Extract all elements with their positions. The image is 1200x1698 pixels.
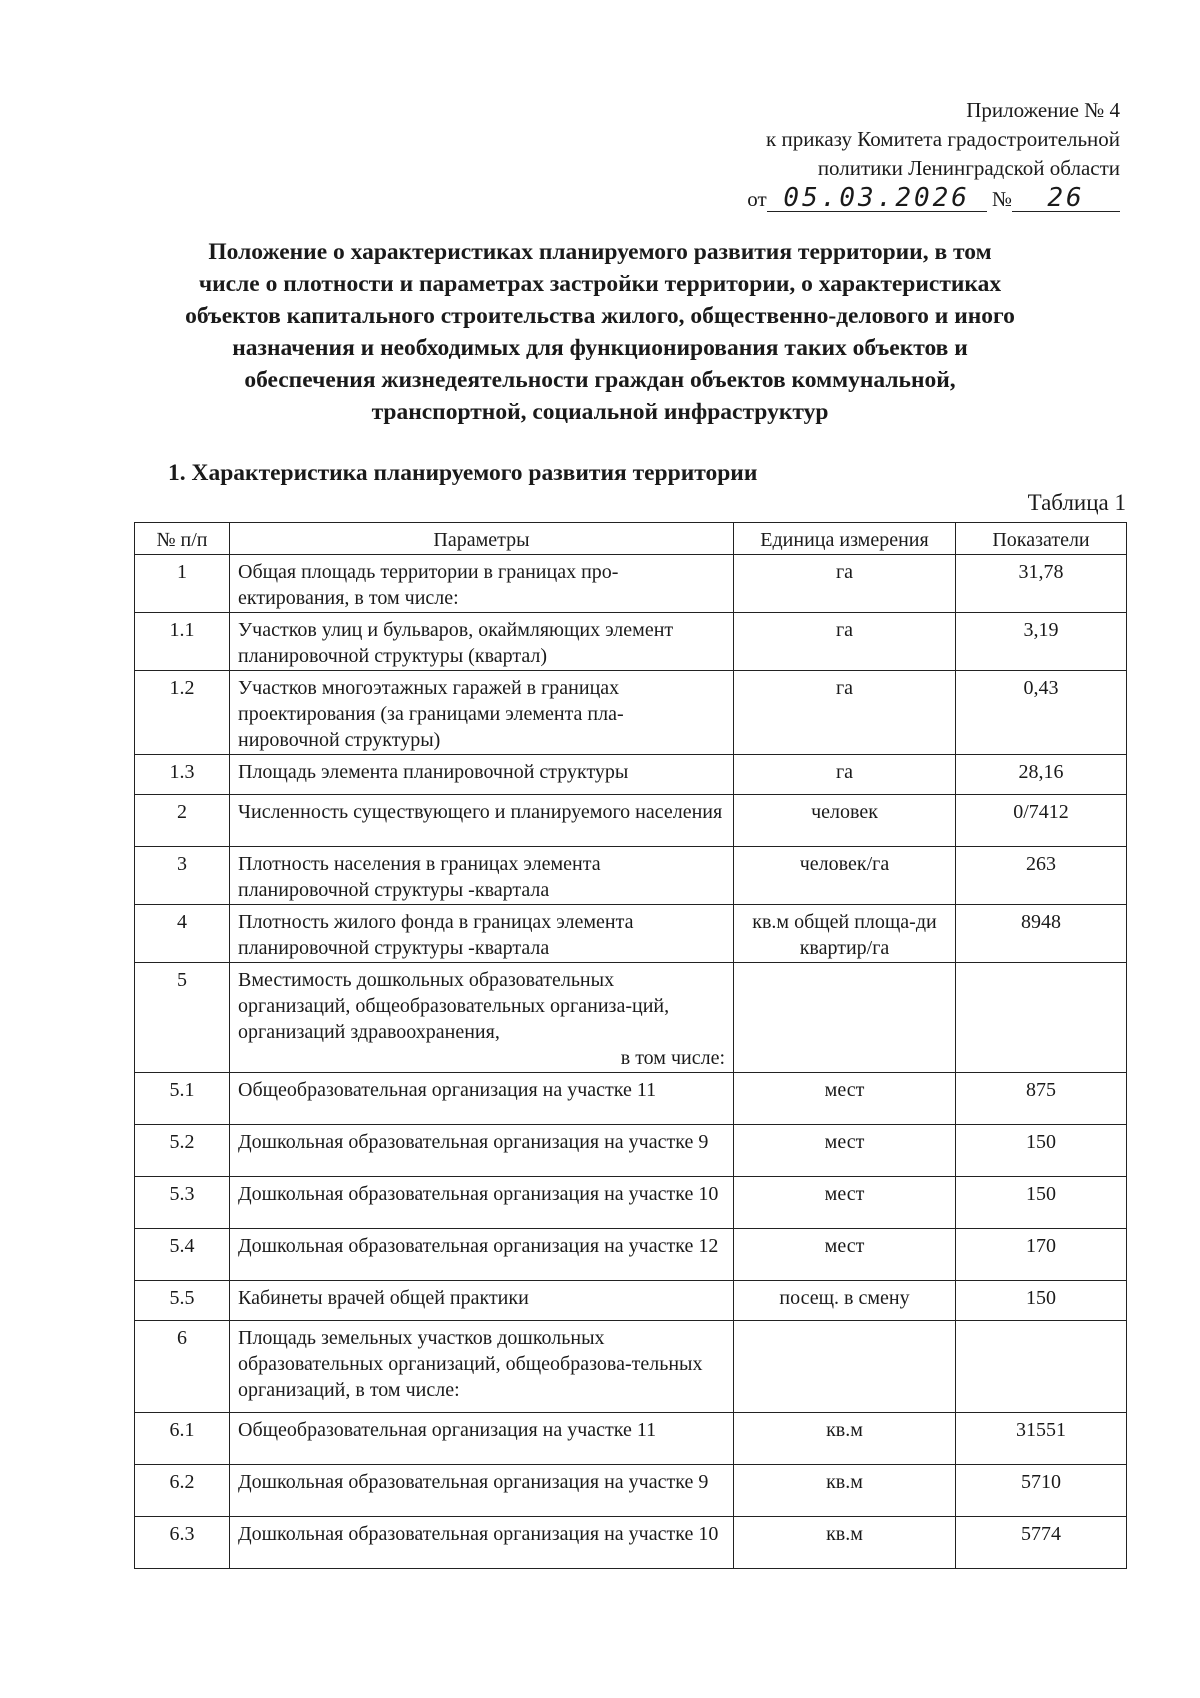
row-unit: [734, 963, 956, 1073]
row-parameter-text: Дошкольная образовательная организация на участке 10: [238, 1523, 719, 1545]
row-value: 150: [956, 1125, 1127, 1177]
row-parameter: [230, 905, 734, 963]
row-parameter: [230, 1413, 734, 1465]
row-parameter-text: Общеобразовательная организация на участке 11: [238, 1079, 657, 1101]
row-number: 6: [135, 1321, 230, 1413]
appendix-header: [747, 96, 1120, 214]
row-parameter: [230, 847, 734, 905]
title-line: назначения и необходимых для функционирования таких объектов и: [232, 335, 968, 361]
row-number: 1.3: [135, 755, 230, 795]
row-value: 28,16: [956, 755, 1127, 795]
table-row: [135, 671, 1127, 755]
header-parameters: Параметры: [230, 523, 734, 555]
row-number: 6.3: [135, 1517, 230, 1569]
table-row: [135, 905, 1127, 963]
row-value: 5710: [956, 1465, 1127, 1517]
row-parameter-text: Общая площадь территории в границах про-ектирования, в том числе:: [238, 561, 619, 609]
row-parameter-text: Участков многоэтажных гаражей в границах проектирования (за границами элемента пла-нировочной структуры): [238, 677, 624, 751]
row-parameter-text: Плотность жилого фонда в границах элемента планировочной структуры -квартала: [238, 911, 634, 959]
row-unit: га: [734, 755, 956, 795]
row-parameter: [230, 613, 734, 671]
table-row: [135, 1465, 1127, 1517]
row-value: 31551: [956, 1413, 1127, 1465]
header-value: Показатели: [956, 523, 1127, 555]
row-number: 5.5: [135, 1281, 230, 1321]
row-value: [956, 1321, 1127, 1413]
table-body: [135, 555, 1127, 1569]
row-parameter-text: Дошкольная образовательная организация на участке 12: [238, 1235, 719, 1257]
row-unit: посещ. в смену: [734, 1281, 956, 1321]
table-caption: Таблица 1: [1027, 490, 1126, 515]
row-unit: га: [734, 555, 956, 613]
row-value: 5774: [956, 1517, 1127, 1569]
table-row: [135, 1229, 1127, 1281]
row-value: 3,19: [956, 613, 1127, 671]
row-number: 1.2: [135, 671, 230, 755]
row-unit: [734, 1321, 956, 1413]
handwritten-number: 26: [1012, 185, 1120, 212]
row-parameter: [230, 1517, 734, 1569]
row-value: 263: [956, 847, 1127, 905]
row-parameter: [230, 795, 734, 847]
row-parameter-text: Дошкольная образовательная организация на участке 9: [238, 1471, 709, 1493]
title-line: Положение о характеристиках планируемого развития территории, в том: [208, 239, 992, 265]
section-heading: 1. Характеристика планируемого развития территории: [168, 460, 758, 486]
row-number: 6.1: [135, 1413, 230, 1465]
row-value: 150: [956, 1281, 1127, 1321]
header-unit: Единица измерения: [734, 523, 956, 555]
row-parameter-text: Плотность населения в границах элемента планировочной структуры -квартала: [238, 853, 601, 901]
row-parameter-text: Площадь земельных участков дошкольных образовательных организаций, общеобразова-тельных организаций, в том числе:: [238, 1327, 703, 1401]
row-value: 0,43: [956, 671, 1127, 755]
appendix-order-reference: к приказу Комитета градостроительной: [766, 127, 1120, 151]
row-parameter: [230, 1229, 734, 1281]
row-parameter: [230, 1321, 734, 1413]
table-header-row: [135, 523, 1127, 555]
row-unit: кв.м общей площа-ди квартир/га: [734, 905, 956, 963]
header-number: № п/п: [135, 523, 230, 555]
row-parameter-text: Дошкольная образовательная организация на участке 10: [238, 1183, 719, 1205]
row-number: 5.4: [135, 1229, 230, 1281]
row-number: 3: [135, 847, 230, 905]
table-row: [135, 755, 1127, 795]
document-title: [100, 236, 1100, 428]
table-row: [135, 1125, 1127, 1177]
table-row: [135, 1281, 1127, 1321]
row-parameter: [230, 1465, 734, 1517]
row-parameter-text: Дошкольная образовательная организация на участке 9: [238, 1131, 709, 1153]
number-prefix: №: [991, 187, 1012, 211]
table-row: [135, 1517, 1127, 1569]
row-parameter: [230, 555, 734, 613]
table-row: [135, 1177, 1127, 1229]
title-line: числе о плотности и параметрах застройки территории, о характеристиках: [198, 271, 1002, 297]
row-parameter-text: Численность существующего и планируемого населения: [238, 801, 723, 823]
row-unit: га: [734, 671, 956, 755]
row-parameter: [230, 1073, 734, 1125]
row-value: 150: [956, 1177, 1127, 1229]
row-unit: человек: [734, 795, 956, 847]
title-line: обеспечения жизнедеятельности граждан объектов коммунальной,: [244, 367, 956, 393]
row-value: [956, 963, 1127, 1073]
row-parameter-text: Вместимость дошкольных образовательных организаций, общеобразовательных организа-ций, организаций здравоохранения,: [238, 969, 670, 1043]
row-value: 875: [956, 1073, 1127, 1125]
row-value: 170: [956, 1229, 1127, 1281]
row-value: 0/7412: [956, 795, 1127, 847]
table-row: [135, 847, 1127, 905]
handwritten-date: 05.03.2026: [767, 185, 987, 212]
row-number: 5.1: [135, 1073, 230, 1125]
table-row: [135, 1321, 1127, 1413]
date-prefix: от: [747, 187, 767, 211]
table-row: [135, 1073, 1127, 1125]
row-unit: кв.м: [734, 1465, 956, 1517]
title-line: транспортной, социальной инфраструктур: [371, 399, 829, 425]
appendix-number: Приложение № 4: [966, 98, 1120, 122]
row-unit: мест: [734, 1229, 956, 1281]
row-value: 8948: [956, 905, 1127, 963]
row-number: 2: [135, 795, 230, 847]
row-parameter-text: Общеобразовательная организация на участке 11: [238, 1419, 657, 1441]
row-unit: мест: [734, 1125, 956, 1177]
row-parameter: [230, 1281, 734, 1321]
row-unit: кв.м: [734, 1517, 956, 1569]
title-line: объектов капитального строительства жилого, общественно-делового и иного: [185, 303, 1015, 329]
row-number: 1.1: [135, 613, 230, 671]
row-number: 5.3: [135, 1177, 230, 1229]
row-value: 31,78: [956, 555, 1127, 613]
appendix-committee: политики Ленинградской области: [817, 156, 1120, 180]
row-unit: кв.м: [734, 1413, 956, 1465]
row-number: 1: [135, 555, 230, 613]
table-row: [135, 795, 1127, 847]
row-parameter-text: Участков улиц и бульваров, окаймляющих элемент планировочной структуры (квартал): [238, 619, 674, 667]
row-parameter-text: Площадь элемента планировочной структуры: [238, 761, 629, 783]
row-number: 5.2: [135, 1125, 230, 1177]
characteristics-table: [134, 522, 1127, 1569]
table-row: [135, 613, 1127, 671]
row-parameter: [230, 671, 734, 755]
row-parameter: [230, 1125, 734, 1177]
row-unit: мест: [734, 1177, 956, 1229]
table-row: [135, 963, 1127, 1073]
row-number: 4: [135, 905, 230, 963]
row-number: 5: [135, 963, 230, 1073]
row-unit: человек/га: [734, 847, 956, 905]
appendix-date-line: [747, 185, 1120, 214]
table-row: [135, 1413, 1127, 1465]
row-unit: га: [734, 613, 956, 671]
row-parameter: [230, 1177, 734, 1229]
row-parameter: [230, 963, 734, 1073]
row-parameter-suffix: в том числе:: [620, 1047, 725, 1069]
row-parameter-text: Кабинеты врачей общей практики: [238, 1287, 529, 1309]
row-number: 6.2: [135, 1465, 230, 1517]
row-parameter: [230, 755, 734, 795]
row-unit: мест: [734, 1073, 956, 1125]
table-row: [135, 555, 1127, 613]
